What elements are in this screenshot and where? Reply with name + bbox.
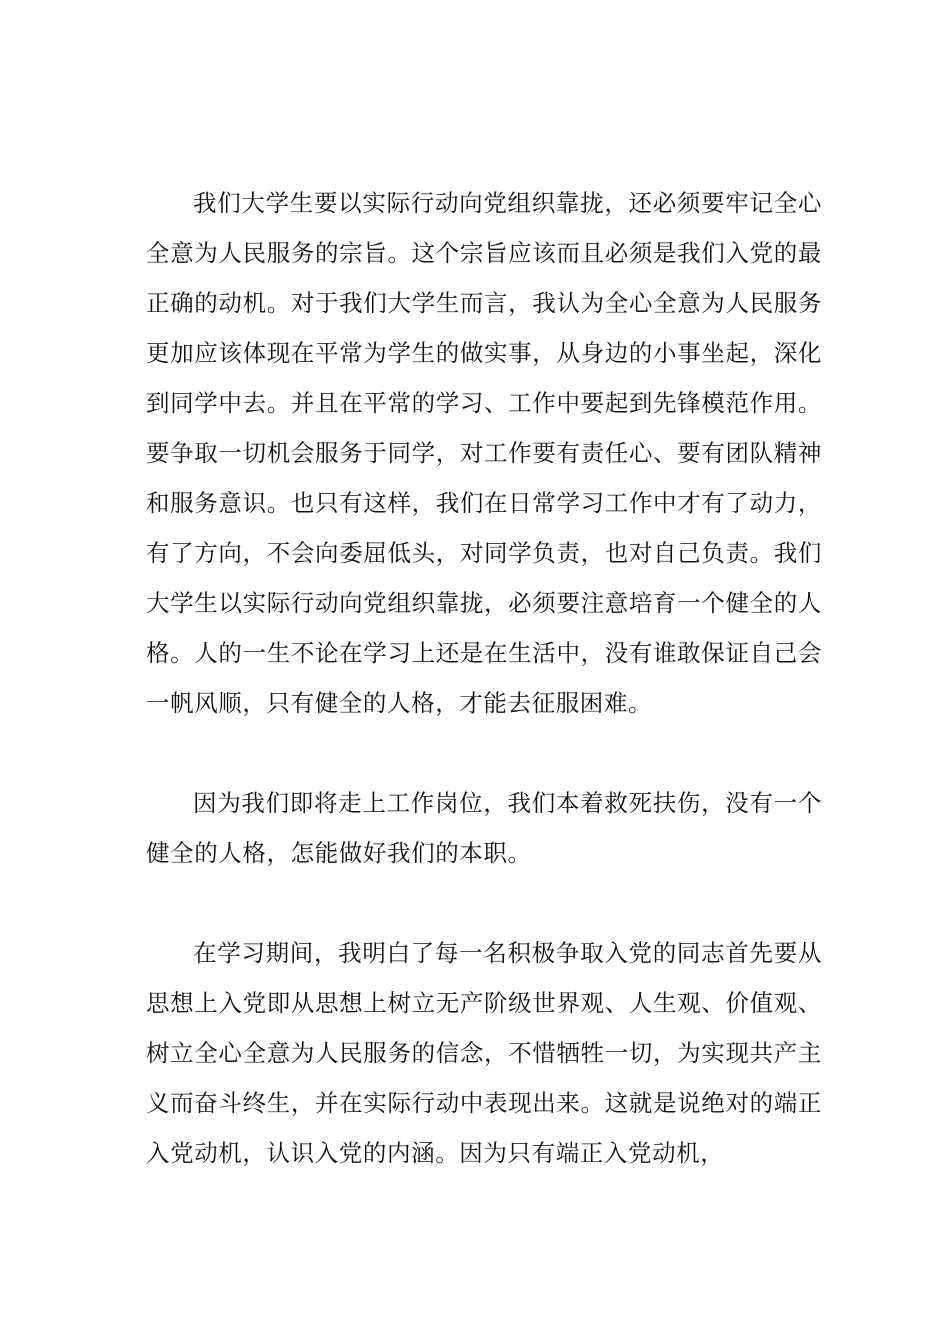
paragraph-3: 在学习期间，我明白了每一名积极争取入党的同志首先要从思想上入党即从思想上树立无产阶级世界观、人生观、价值观、树立全心全意为人民服务的信念，不惜牺牲一切，为实现共产主义而奋斗终生，并在实际行动中表现出来。这就是说绝对的端正入党动机，认识入党的内涵。因为只有端正入党动机， bbox=[146, 939, 822, 1167]
paragraph-1: 我们大学生要以实际行动向党组织靠拢，还必须要牢记全心全意为人民服务的宗旨。这个宗旨应该而且必须是我们入党的最正确的动机。对于我们大学生而言，我认为全心全意为人民服务更加应该体现在平常为学生的做实事，从身边的小事坐起，深化到同学中去。并且在平常的学习、工作中要起到先锋模范作用。要争取一切机会服务于同学，对工作要有责任心、要有团队精神和服务意识。也只有这样，我们在日常学习工作中才有了动力，有了方向，不会向委屈低头，对同学负责，也对自己负责。我们大学生以实际行动向党组织靠拢，必须要注意培育一个健全的人格。人的一生不论在学习上还是在生活中，没有谁敢保证自己会一帆风顺，只有健全的人格，才能去征服困难。 bbox=[146, 189, 822, 717]
paragraph-spacer bbox=[146, 728, 822, 778]
paragraph-2: 因为我们即将走上工作岗位，我们本着救死扶伤，没有一个健全的人格，怎能做好我们的本职。 bbox=[146, 789, 822, 867]
paragraph-spacer bbox=[146, 878, 822, 928]
document-body bbox=[146, 178, 822, 1178]
